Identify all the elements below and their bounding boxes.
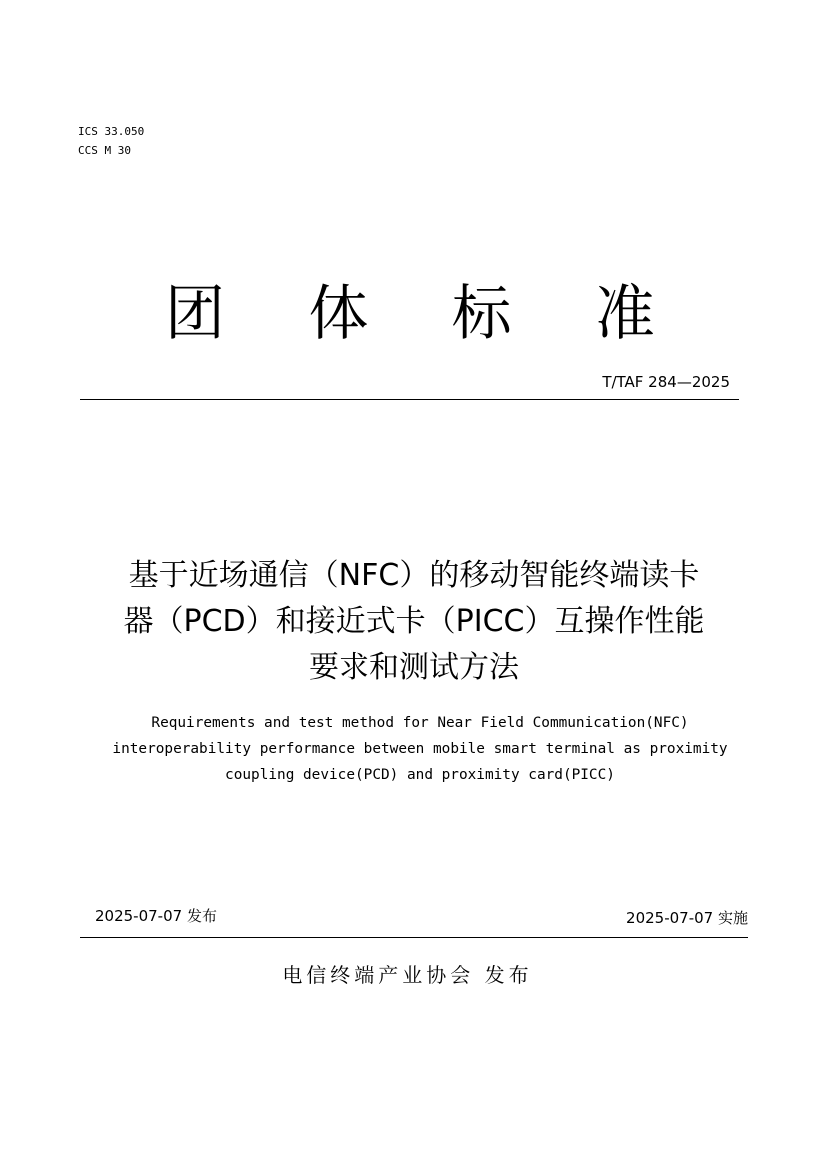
implement-date: 2025-07-07 实施 [626,909,748,927]
ccs-code: CCS M 30 [78,144,131,157]
bottom-divider [80,937,748,938]
publish-date: 2025-07-07 发布 [95,907,217,925]
standard-type-heading [80,278,740,350]
english-title-line-1: Requirements and test method for Near Field Communication(NFC) [151,715,689,731]
standard-number: T/TAF 284—2025 [602,373,730,391]
chinese-title-line-1: 基于近场通信（NFC）的移动智能终端读卡 [128,558,700,593]
english-title-line-3: coupling device(PCD) and proximity card(PICC) [225,767,615,783]
standard-type-char-2: 体 [308,279,369,349]
top-divider [80,399,739,400]
standard-type-char-4: 准 [594,279,655,349]
standard-type-char-1: 团 [165,279,225,349]
chinese-title [80,553,748,691]
english-title [70,710,770,788]
english-title-line-2: interoperability performance between mobile smart terminal as proximity [112,741,728,757]
standard-type-char-3: 标 [451,279,512,349]
chinese-title-line-3: 要求和测试方法 [309,650,519,685]
classification-codes [78,122,144,160]
ics-code: ICS 33.050 [78,125,145,138]
issuing-organization: 电信终端产业协会 发布 [282,963,533,987]
chinese-title-line-2: 器（PCD）和接近式卡（PICC）互操作性能 [123,604,705,639]
